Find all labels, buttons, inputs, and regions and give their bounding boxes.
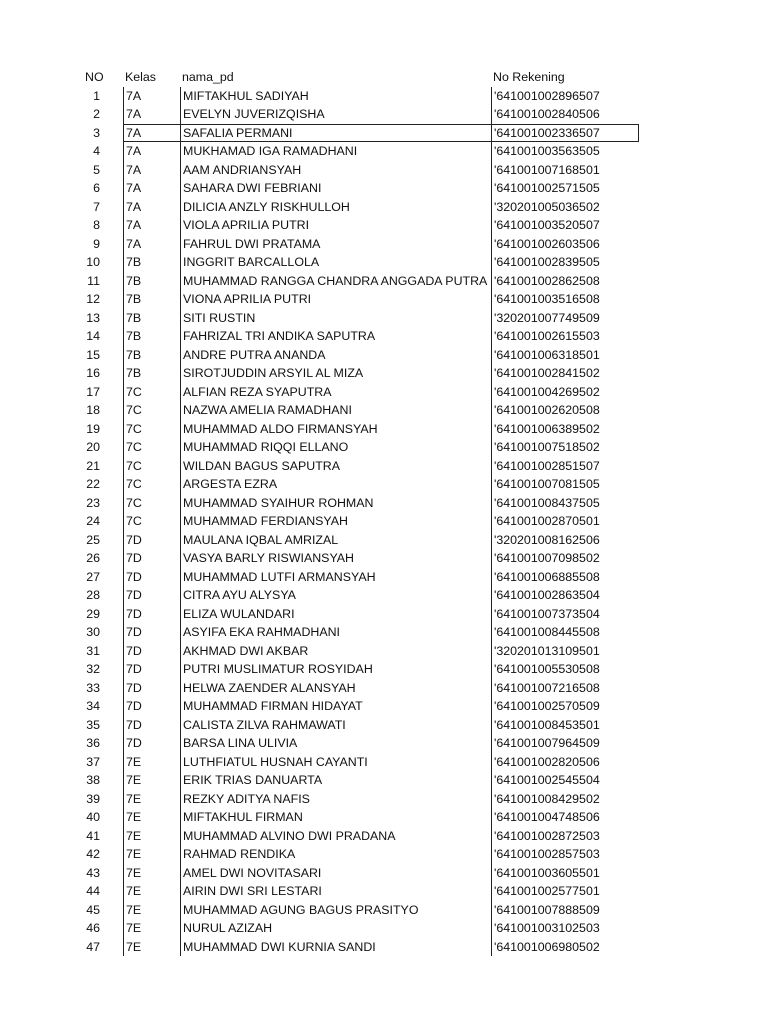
row-kelas-cell[interactable]: 7B [123, 309, 175, 328]
row-nama-cell[interactable]: CALISTA ZILVA RAHMAWATI [180, 716, 485, 735]
table-row[interactable] [0, 179, 768, 198]
row-no-cell[interactable]: 4 [93, 144, 100, 158]
row-nama-cell[interactable]: CITRA AYU ALYSYA [180, 586, 485, 605]
row-no-cell[interactable]: 7 [93, 199, 100, 214]
row-rekening-cell[interactable]: '641001006885508 [491, 568, 641, 587]
row-kelas-cell[interactable]: 7E [123, 845, 175, 864]
table-row[interactable] [0, 882, 768, 901]
column-header-nama[interactable]: nama_pd [182, 70, 234, 84]
row-no-cell[interactable]: 34 [86, 699, 100, 713]
table-row[interactable] [0, 309, 768, 328]
table-row[interactable] [0, 697, 768, 716]
row-rekening-cell[interactable]: '641001002820506 [491, 753, 641, 772]
row-kelas-cell[interactable]: 7B [123, 272, 175, 291]
row-nama-cell[interactable]: ERIK TRIAS DANUARTA [180, 771, 485, 790]
table-row[interactable] [0, 198, 768, 217]
table-row[interactable] [0, 734, 768, 753]
row-kelas-cell[interactable]: 7A [123, 105, 175, 124]
table-row[interactable] [0, 938, 768, 957]
row-nama-cell[interactable]: EVELYN JUVERIZQISHA [180, 105, 485, 124]
table-row[interactable] [0, 383, 768, 402]
table-row[interactable] [0, 716, 768, 735]
row-nama-cell[interactable]: MUHAMMAD ALVINO DWI PRADANA [180, 827, 485, 846]
row-no-cell[interactable]: 20 [86, 440, 100, 454]
column-header-rekening[interactable]: No Rekening [493, 70, 565, 84]
table-row[interactable] [0, 438, 768, 457]
row-nama-cell[interactable]: DILICIA ANZLY RISKHULLOH [180, 198, 485, 217]
row-rekening-cell[interactable]: '641001002571505 [491, 179, 641, 198]
row-kelas-cell[interactable]: 7E [123, 771, 175, 790]
row-nama-cell[interactable]: REZKY ADITYA NAFIS [180, 790, 485, 809]
row-rekening-cell[interactable]: '641001007168501 [491, 161, 641, 180]
row-no-cell[interactable]: 24 [86, 514, 100, 528]
row-nama-cell[interactable]: ARGESTA EZRA [180, 475, 485, 494]
table-row[interactable] [0, 87, 768, 106]
row-nama-cell[interactable]: SAFALIA PERMANI [180, 124, 485, 143]
table-row[interactable] [0, 605, 768, 624]
table-row[interactable] [0, 771, 768, 790]
table-row[interactable] [0, 660, 768, 679]
row-rekening-cell[interactable]: '641001007964509 [491, 734, 641, 753]
row-no-cell[interactable]: 1 [93, 88, 100, 103]
row-kelas-cell[interactable]: 7C [123, 457, 175, 476]
row-nama-cell[interactable]: MUHAMMAD SYAIHUR ROHMAN [180, 494, 485, 513]
row-rekening-cell[interactable]: '641001004748506 [491, 808, 641, 827]
row-kelas-cell[interactable]: 7D [123, 642, 175, 661]
row-no-cell[interactable]: 36 [86, 736, 100, 750]
row-nama-cell[interactable]: HELWA ZAENDER ALANSYAH [180, 679, 485, 698]
table-row[interactable] [0, 161, 768, 180]
row-kelas-cell[interactable]: 7A [123, 87, 175, 106]
row-no-cell[interactable]: 21 [86, 458, 100, 473]
row-rekening-cell[interactable]: '641001008429502 [491, 790, 641, 809]
row-no-cell[interactable]: 43 [86, 865, 100, 880]
row-kelas-cell[interactable]: 7C [123, 512, 175, 531]
row-nama-cell[interactable]: MUKHAMAD IGA RAMADHANI [180, 142, 485, 161]
row-kelas-cell[interactable]: 7C [123, 475, 175, 494]
row-nama-cell[interactable]: AMEL DWI NOVITASARI [180, 864, 485, 883]
row-rekening-cell[interactable]: '641001002896507 [491, 87, 641, 106]
row-no-cell[interactable]: 2 [93, 107, 100, 121]
row-rekening-cell[interactable]: '641001003605501 [491, 864, 641, 883]
row-rekening-cell[interactable]: '641001002620508 [491, 401, 641, 420]
table-row[interactable] [0, 901, 768, 920]
row-no-cell[interactable]: 17 [86, 384, 100, 399]
row-nama-cell[interactable]: MUHAMMAD DWI KURNIA SANDI [180, 938, 485, 957]
row-rekening-cell[interactable]: '641001002839505 [491, 253, 641, 272]
table-row[interactable] [0, 808, 768, 827]
row-kelas-cell[interactable]: 7E [123, 827, 175, 846]
row-nama-cell[interactable]: SIROTJUDDIN ARSYIL AL MIZA [180, 364, 485, 383]
row-no-cell[interactable]: 40 [86, 810, 100, 824]
row-nama-cell[interactable]: MUHAMMAD AGUNG BAGUS PRASITYO [180, 901, 485, 920]
row-no-cell[interactable]: 22 [86, 477, 100, 491]
table-row[interactable] [0, 346, 768, 365]
row-rekening-cell[interactable]: '641001007216508 [491, 679, 641, 698]
row-nama-cell[interactable]: MUHAMMAD RIQQI ELLANO [180, 438, 485, 457]
row-kelas-cell[interactable]: 7B [123, 253, 175, 272]
row-rekening-cell[interactable]: '641001002545504 [491, 771, 641, 790]
row-nama-cell[interactable]: VIONA APRILIA PUTRI [180, 290, 485, 309]
row-no-cell[interactable]: 23 [86, 495, 100, 510]
row-nama-cell[interactable]: ALFIAN REZA SYAPUTRA [180, 383, 485, 402]
row-nama-cell[interactable]: AIRIN DWI SRI LESTARI [180, 882, 485, 901]
row-kelas-cell[interactable]: 7E [123, 919, 175, 938]
row-nama-cell[interactable]: MIFTAKHUL SADIYAH [180, 87, 485, 106]
table-row[interactable] [0, 420, 768, 439]
column-header-kelas[interactable]: Kelas [125, 70, 156, 84]
table-row[interactable] [0, 586, 768, 605]
row-nama-cell[interactable]: MUHAMMAD RANGGA CHANDRA ANGGADA PUTRA [180, 272, 485, 291]
row-no-cell[interactable]: 32 [86, 662, 100, 676]
row-rekening-cell[interactable]: '641001008453501 [491, 716, 641, 735]
row-kelas-cell[interactable]: 7E [123, 864, 175, 883]
row-kelas-cell[interactable]: 7D [123, 697, 175, 716]
table-row[interactable] [0, 364, 768, 383]
row-kelas-cell[interactable]: 7D [123, 549, 175, 568]
row-kelas-cell[interactable]: 7A [123, 161, 175, 180]
row-rekening-cell[interactable]: '641001002570509 [491, 697, 641, 716]
table-row[interactable] [0, 327, 768, 346]
row-no-cell[interactable]: 9 [93, 236, 100, 251]
column-header-no[interactable]: NO [85, 70, 104, 84]
table-row[interactable] [0, 235, 768, 254]
row-kelas-cell[interactable]: 7D [123, 679, 175, 698]
row-rekening-cell[interactable]: '320201008162506 [491, 531, 641, 550]
student-account-table [0, 68, 768, 956]
row-no-cell[interactable]: 37 [86, 754, 100, 769]
row-nama-cell[interactable]: MUHAMMAD FIRMAN HIDAYAT [180, 697, 485, 716]
row-rekening-cell[interactable]: '641001007373504 [491, 605, 641, 624]
row-rekening-cell[interactable]: '641001008445508 [491, 623, 641, 642]
row-rekening-cell[interactable]: '641001003520507 [491, 216, 641, 235]
row-rekening-cell[interactable]: '641001005530508 [491, 660, 641, 679]
table-row[interactable] [0, 272, 768, 291]
row-kelas-cell[interactable]: 7D [123, 568, 175, 587]
row-kelas-cell[interactable]: 7B [123, 346, 175, 365]
row-kelas-cell[interactable]: 7A [123, 198, 175, 217]
row-rekening-cell[interactable]: '641001002841502 [491, 364, 641, 383]
table-body [0, 87, 768, 957]
row-nama-cell[interactable]: NURUL AZIZAH [180, 919, 485, 938]
table-row[interactable] [0, 753, 768, 772]
table-row[interactable] [0, 401, 768, 420]
table-row[interactable] [0, 827, 768, 846]
row-kelas-cell[interactable]: 7A [123, 216, 175, 235]
row-no-cell[interactable]: 33 [86, 680, 100, 695]
row-rekening-cell[interactable]: '641001006389502 [491, 420, 641, 439]
row-kelas-cell[interactable]: 7E [123, 882, 175, 901]
row-nama-cell[interactable]: ASYIFA EKA RAHMADHANI [180, 623, 485, 642]
row-nama-cell[interactable]: VASYA BARLY RISWIANSYAH [180, 549, 485, 568]
row-kelas-cell[interactable]: 7A [123, 179, 175, 198]
table-row[interactable] [0, 790, 768, 809]
row-rekening-cell[interactable]: '641001008437505 [491, 494, 641, 513]
row-kelas-cell[interactable]: 7D [123, 586, 175, 605]
row-no-cell[interactable]: 15 [86, 347, 100, 362]
table-row[interactable] [0, 457, 768, 476]
table-row[interactable] [0, 494, 768, 513]
row-kelas-cell[interactable]: 7A [123, 235, 175, 254]
table-row[interactable] [0, 531, 768, 550]
row-kelas-cell[interactable]: 7D [123, 623, 175, 642]
row-kelas-cell[interactable]: 7A [123, 124, 175, 143]
table-row[interactable] [0, 864, 768, 883]
row-no-cell[interactable]: 26 [86, 551, 100, 565]
row-no-cell[interactable]: 47 [86, 939, 100, 954]
row-kelas-cell[interactable]: 7B [123, 327, 175, 346]
row-rekening-cell[interactable]: '320201005036502 [491, 198, 641, 217]
table-row[interactable] [0, 642, 768, 661]
row-rekening-cell[interactable]: '641001007888509 [491, 901, 641, 920]
table-row[interactable] [0, 290, 768, 309]
row-kelas-cell[interactable]: 7C [123, 420, 175, 439]
row-no-cell[interactable]: 11 [87, 273, 100, 288]
row-nama-cell[interactable]: AAM ANDRIANSYAH [180, 161, 485, 180]
row-no-cell[interactable]: 38 [86, 773, 100, 787]
row-rekening-cell[interactable]: '641001002336507 [491, 124, 641, 143]
row-no-cell[interactable]: 3 [93, 125, 100, 140]
row-rekening-cell[interactable]: '641001002840506 [491, 105, 641, 124]
row-nama-cell[interactable]: MIFTAKHUL FIRMAN [180, 808, 485, 827]
row-no-cell[interactable]: 30 [86, 625, 100, 639]
row-kelas-cell[interactable]: 7E [123, 901, 175, 920]
row-nama-cell[interactable]: ANDRE PUTRA ANANDA [180, 346, 485, 365]
row-nama-cell[interactable]: MUHAMMAD FERDIANSYAH [180, 512, 485, 531]
row-kelas-cell[interactable]: 7E [123, 790, 175, 809]
row-nama-cell[interactable]: MUHAMMAD LUTFI ARMANSYAH [180, 568, 485, 587]
table-row[interactable] [0, 124, 768, 143]
row-no-cell[interactable]: 16 [86, 366, 100, 380]
row-no-cell[interactable]: 44 [86, 884, 100, 898]
row-no-cell[interactable]: 8 [93, 218, 100, 232]
row-rekening-cell[interactable]: '641001003563505 [491, 142, 641, 161]
row-kelas-cell[interactable]: 7A [123, 142, 175, 161]
table-row[interactable] [0, 142, 768, 161]
row-kelas-cell[interactable]: 7E [123, 808, 175, 827]
row-rekening-cell[interactable]: '641001003516508 [491, 290, 641, 309]
row-kelas-cell[interactable]: 7D [123, 660, 175, 679]
row-nama-cell[interactable]: RAHMAD RENDIKA [180, 845, 485, 864]
row-nama-cell[interactable]: AKHMAD DWI AKBAR [180, 642, 485, 661]
row-nama-cell[interactable]: INGGRIT BARCALLOLA [180, 253, 485, 272]
row-rekening-cell[interactable]: '641001007098502 [491, 549, 641, 568]
table-row[interactable] [0, 568, 768, 587]
row-no-cell[interactable]: 45 [86, 902, 100, 917]
row-kelas-cell[interactable]: 7D [123, 734, 175, 753]
row-nama-cell[interactable]: FAHRIZAL TRI ANDIKA SAPUTRA [180, 327, 485, 346]
row-nama-cell[interactable]: MUHAMMAD ALDO FIRMANSYAH [180, 420, 485, 439]
row-no-cell[interactable]: 29 [86, 606, 100, 621]
row-rekening-cell[interactable]: '641001002857503 [491, 845, 641, 864]
row-kelas-cell[interactable]: 7C [123, 383, 175, 402]
row-nama-cell[interactable]: BARSA LINA ULIVIA [180, 734, 485, 753]
row-kelas-cell[interactable]: 7D [123, 605, 175, 624]
row-no-cell[interactable]: 5 [93, 162, 100, 177]
table-row[interactable] [0, 679, 768, 698]
table-row[interactable] [0, 253, 768, 272]
row-kelas-cell[interactable]: 7E [123, 938, 175, 957]
row-rekening-cell[interactable]: '641001006980502 [491, 938, 641, 957]
row-kelas-cell[interactable]: 7D [123, 716, 175, 735]
row-no-cell[interactable]: 39 [86, 791, 100, 806]
row-rekening-cell[interactable]: '641001007518502 [491, 438, 641, 457]
row-rekening-cell[interactable]: '641001007081505 [491, 475, 641, 494]
table-row[interactable] [0, 512, 768, 531]
row-kelas-cell[interactable]: 7C [123, 401, 175, 420]
row-no-cell[interactable]: 14 [86, 329, 100, 343]
row-kelas-cell[interactable]: 7B [123, 290, 175, 309]
row-rekening-cell[interactable]: '320201013109501 [491, 642, 641, 661]
row-rekening-cell[interactable]: '641001002603506 [491, 235, 641, 254]
row-no-cell[interactable]: 46 [86, 921, 100, 935]
row-no-cell[interactable]: 31 [86, 643, 100, 658]
row-no-cell[interactable]: 6 [93, 181, 100, 195]
row-rekening-cell[interactable]: '641001002863504 [491, 586, 641, 605]
row-rekening-cell[interactable]: '641001004269502 [491, 383, 641, 402]
row-rekening-cell[interactable]: '641001002851507 [491, 457, 641, 476]
row-no-cell[interactable]: 10 [86, 255, 100, 269]
row-no-cell[interactable]: 25 [86, 532, 100, 547]
row-kelas-cell[interactable]: 7B [123, 364, 175, 383]
row-rekening-cell[interactable]: '320201007749509 [491, 309, 641, 328]
row-kelas-cell[interactable]: 7D [123, 531, 175, 550]
row-nama-cell[interactable]: SITI RUSTIN [180, 309, 485, 328]
row-rekening-cell[interactable]: '641001002862508 [491, 272, 641, 291]
row-nama-cell[interactable]: SAHARA DWI FEBRIANI [180, 179, 485, 198]
row-kelas-cell[interactable]: 7C [123, 494, 175, 513]
table-row[interactable] [0, 216, 768, 235]
row-no-cell[interactable]: 42 [86, 847, 100, 861]
row-rekening-cell[interactable]: '641001002577501 [491, 882, 641, 901]
row-rekening-cell[interactable]: '641001002872503 [491, 827, 641, 846]
row-rekening-cell[interactable]: '641001002615503 [491, 327, 641, 346]
row-no-cell[interactable]: 18 [86, 403, 100, 417]
row-nama-cell[interactable]: VIOLA APRILIA PUTRI [180, 216, 485, 235]
table-row[interactable] [0, 845, 768, 864]
table-row[interactable] [0, 919, 768, 938]
row-no-cell[interactable]: 28 [86, 588, 100, 602]
row-nama-cell[interactable]: WILDAN BAGUS SAPUTRA [180, 457, 485, 476]
row-nama-cell[interactable]: LUTHFIATUL HUSNAH CAYANTI [180, 753, 485, 772]
table-row[interactable] [0, 623, 768, 642]
table-row[interactable] [0, 549, 768, 568]
row-kelas-cell[interactable]: 7E [123, 753, 175, 772]
row-nama-cell[interactable]: PUTRI MUSLIMATUR ROSYIDAH [180, 660, 485, 679]
row-no-cell[interactable]: 19 [86, 421, 100, 436]
row-no-cell[interactable]: 12 [86, 292, 100, 306]
row-nama-cell[interactable]: MAULANA IQBAL AMRIZAL [180, 531, 485, 550]
row-rekening-cell[interactable]: '641001002870501 [491, 512, 641, 531]
row-rekening-cell[interactable]: '641001006318501 [491, 346, 641, 365]
row-nama-cell[interactable]: FAHRUL DWI PRATAMA [180, 235, 485, 254]
table-header-row [0, 68, 768, 87]
row-no-cell[interactable]: 35 [86, 717, 100, 732]
row-nama-cell[interactable]: NAZWA AMELIA RAMADHANI [180, 401, 485, 420]
row-no-cell[interactable]: 27 [86, 569, 100, 584]
row-nama-cell[interactable]: ELIZA WULANDARI [180, 605, 485, 624]
row-no-cell[interactable]: 41 [86, 828, 100, 843]
table-row[interactable] [0, 105, 768, 124]
row-no-cell[interactable]: 13 [86, 310, 100, 325]
row-rekening-cell[interactable]: '641001003102503 [491, 919, 641, 938]
row-kelas-cell[interactable]: 7C [123, 438, 175, 457]
table-row[interactable] [0, 475, 768, 494]
